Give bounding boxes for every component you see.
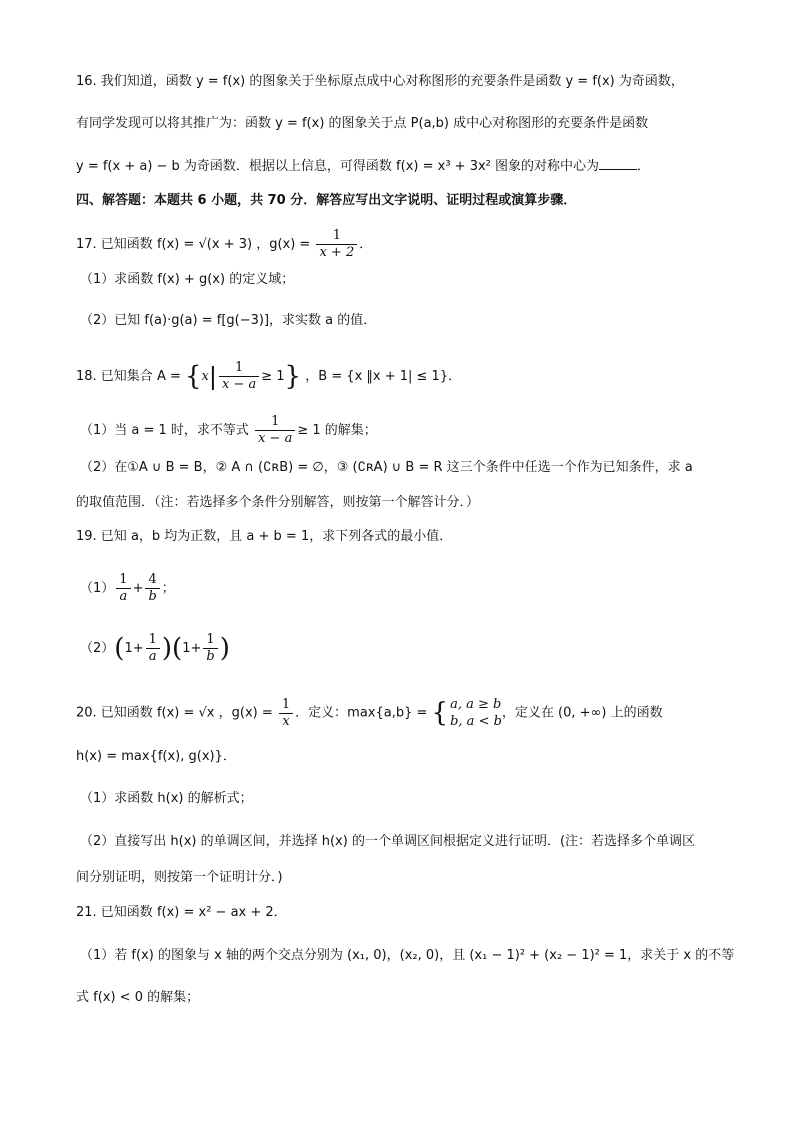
q18-stem-end: ，B = {x ‖x + 1| ≤ 1}． xyxy=(305,369,462,384)
case-2: b, a < b xyxy=(450,714,502,729)
q17-frac-den: x + 2 xyxy=(319,245,355,260)
q20-stem-end: ，定义在 (0, +∞) 上的函数 xyxy=(501,705,663,721)
q17-stem-text: 17. 已知函数 f(x) = √(x + 3) ，g(x) = xyxy=(76,237,311,252)
q21-stem: 21. 已知函数 f(x) = x² − ax + 2． xyxy=(76,905,287,920)
q17-part-2: （2）已知 f(a)·g(a) = f[g(−3)]，求实数 a 的值． xyxy=(80,313,377,328)
q18-part-1-text: （1）当 a = 1 时，求不等式 xyxy=(80,423,249,438)
q19-p2-f2-den: b xyxy=(206,649,215,664)
q21-part-1-cont: 式 f(x) < 0 的解集； xyxy=(76,990,200,1005)
q18-set-cond: ≥ 1 xyxy=(261,369,285,384)
q17-stem xyxy=(76,228,372,261)
q16-line-3-text: y = f(x + a) − b 为奇函数．根据以上信息，可得函数 f(x) = x³ + 3x² 图象的对称中心为 xyxy=(76,159,600,174)
q19-p2-frac-1 xyxy=(146,632,160,665)
q18-part-2-cont: 的取值范围．（注：若选择多个条件分别解答，则按第一个解答计分．） xyxy=(76,495,480,510)
q19-p2-f1-den: a xyxy=(148,649,157,664)
q20-stem-text: 20. 已知函数 f(x) = √x ，g(x) = xyxy=(76,705,273,721)
q19-p1-f1-num: 1 xyxy=(116,572,130,589)
q19-p1-frac-2 xyxy=(145,572,159,605)
q20-fraction xyxy=(279,697,293,730)
q17-frac-num: 1 xyxy=(316,228,357,245)
piecewise-cases xyxy=(450,696,502,730)
q18-p1-fraction xyxy=(255,414,295,447)
paren-open-1: ( xyxy=(114,633,125,664)
q20-def-text: ．定义：max{a,b} = xyxy=(295,705,428,721)
q19-p2-frac-2 xyxy=(203,632,217,665)
q19-p2-f1-num: 1 xyxy=(146,632,160,649)
q20-part-2: （2）直接写出 h(x) 的单调区间，并选择 h(x) 的一个单调区间根据定义进行证明．(注：若选择多个单调区 xyxy=(80,834,696,849)
answer-blank xyxy=(599,157,637,170)
q16-line-1: 16. 我们知道，函数 y = f(x) 的图象关于坐标原点成中心对称图形的充要条件是函数 y = f(x) 为奇函数， xyxy=(76,74,684,89)
q18-frac-den: x − a xyxy=(221,377,257,392)
q19-p2-label: （2） xyxy=(80,641,115,656)
q20-frac-num: 1 xyxy=(279,697,293,714)
q20-stem xyxy=(76,696,663,730)
q19-stem: 19. 已知 a，b 均为正数，且 a + b = 1，求下列各式的最小值． xyxy=(76,529,453,544)
paren-open-2: ( xyxy=(172,633,183,664)
q20-line-2: h(x) = max{f(x), g(x)}． xyxy=(76,749,236,764)
q18-p1-frac-den: x − a xyxy=(258,431,293,446)
case-1: a, a ≥ b xyxy=(450,697,502,712)
q16-line-3-end: ． xyxy=(637,159,651,174)
q18-part-1 xyxy=(80,414,377,447)
q19-part-2 xyxy=(80,632,230,665)
q19-p1-label: （1） xyxy=(80,581,115,596)
section-heading: 四、解答题：本题共 6 小题，共 70 分．解答应写出文字说明、证明过程或演算步骤． xyxy=(76,193,577,208)
paren-close-2: ) xyxy=(219,633,230,664)
paren-close-1: ) xyxy=(161,633,173,664)
q18-part-1-end: ≥ 1 的解集； xyxy=(297,423,377,438)
q19-p1-frac-1 xyxy=(116,572,130,605)
q21-part-1: （1）若 f(x) 的图象与 x 轴的两个交点分别为 (x₁, 0)，(x₂, 0)，且 (x₁ − 1)² + (x₂ − 1)² = 1，求关于 x 的不等 xyxy=(80,948,735,963)
set-bar: | xyxy=(208,362,217,391)
q19-p1-f1-den: a xyxy=(119,589,128,604)
q16-line-2: 有同学发现可以将其推广为：函数 y = f(x) 的图象关于点 P(a,b) 成中心对称图形的充要条件是函数 xyxy=(76,116,649,131)
q20-frac-den: x xyxy=(282,713,290,729)
piecewise-brace: { xyxy=(431,698,449,728)
q17-part-1: （1）求函数 f(x) + g(x) 的定义域； xyxy=(80,272,295,287)
q18-frac-num: 1 xyxy=(219,360,259,377)
q19-p2-f2-num: 1 xyxy=(203,632,217,649)
right-brace: } xyxy=(284,361,302,392)
q18-stem-text: 18. 已知集合 A = xyxy=(76,369,181,384)
q19-p2-one-a: 1+ xyxy=(124,641,144,656)
q19-part-1 xyxy=(80,572,175,605)
q19-p1-f2-den: b xyxy=(148,589,157,604)
q18-part-2: （2）在①A ∪ B = B，② A ∩ (∁ʀB) = ∅，③ (∁ʀA) ∪ B = R 这三个条件中任选一个作为已知条件，求 a xyxy=(80,460,693,475)
q19-p1-plus: + xyxy=(132,581,144,596)
q19-p1-end: ； xyxy=(161,581,175,596)
q17-fraction xyxy=(316,228,357,261)
q17-stem-end: ． xyxy=(359,237,373,252)
q16-line-3 xyxy=(76,157,650,177)
q20-part-1: （1）求函数 h(x) 的解析式； xyxy=(80,791,253,806)
q19-p2-one-b: 1+ xyxy=(182,641,202,656)
q20-part-2-cont: 间分别证明，则按第一个证明计分．) xyxy=(76,870,283,885)
q18-stem xyxy=(76,360,461,393)
q18-p1-frac-num: 1 xyxy=(255,414,295,431)
q18-fraction xyxy=(219,360,259,393)
q19-p1-f2-num: 4 xyxy=(145,572,159,589)
left-brace: { xyxy=(185,361,202,392)
q18-set-var: x xyxy=(201,369,209,384)
